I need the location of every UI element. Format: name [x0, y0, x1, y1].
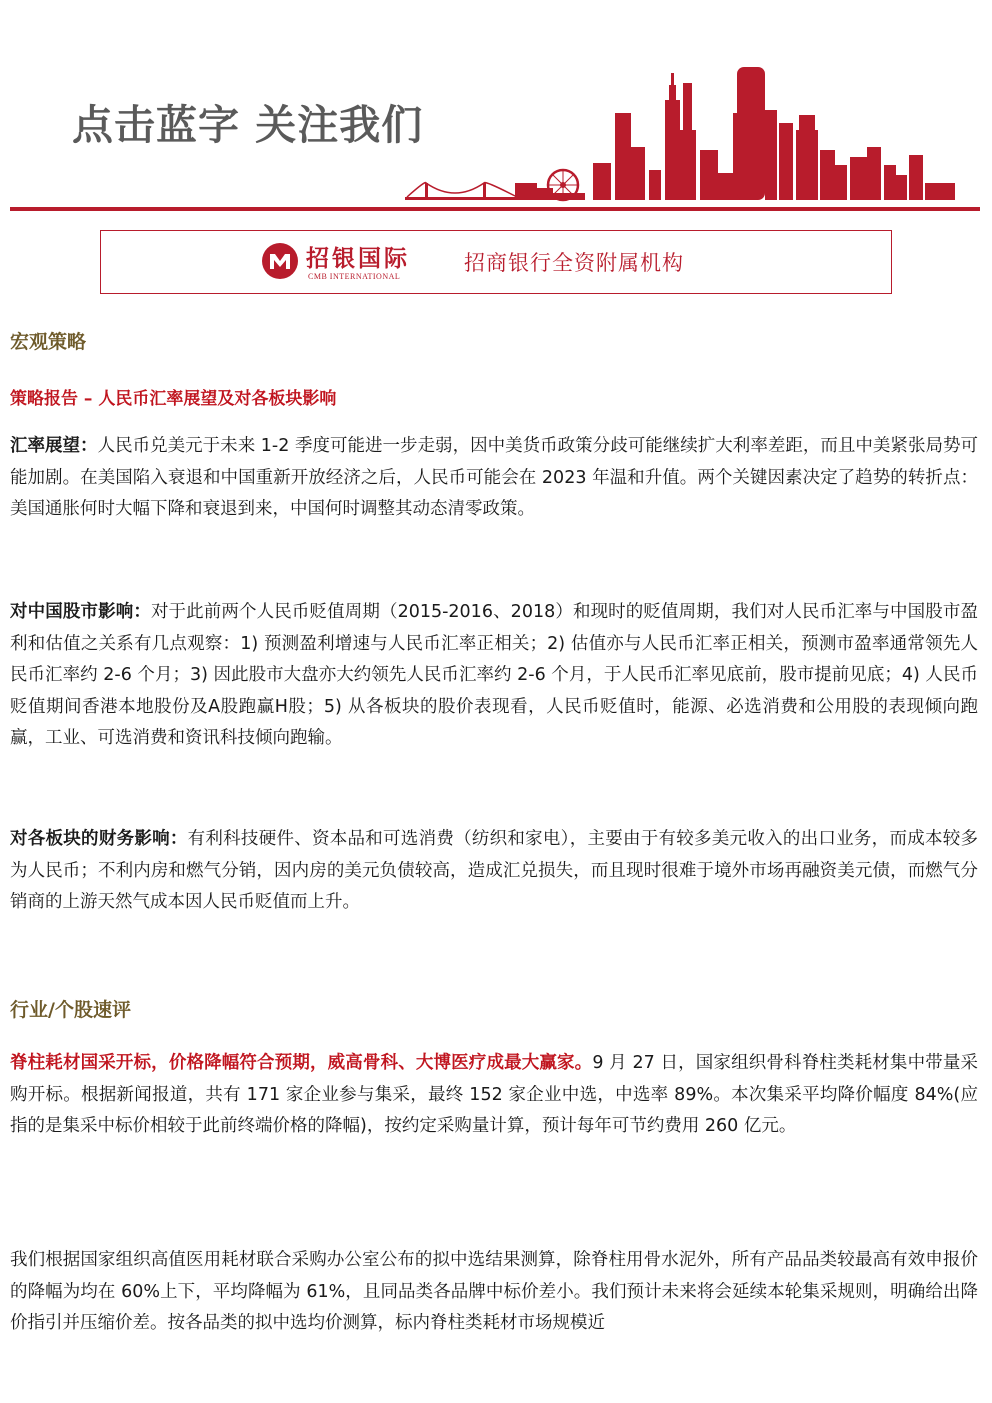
paragraph-lead: 对中国股市影响： — [10, 602, 151, 622]
paragraph-lead: 汇率展望： — [10, 436, 98, 456]
follow-us-title[interactable]: 点击蓝字 关注我们 — [72, 101, 424, 149]
paragraph-text: 对于此前两个人民币贬值周期（2015-2016、2018）和现时的贬值周期，我们对人民币汇率与中国股市盈利和估值之关系有几点观察：1) 预测盈利增速与人民币汇率正相关；2) 估值亦与人民币汇率正相关，预测市盈率通常领先人民币汇率约 2-6 个月；3) 因此股市大盘亦大约领先人民币汇率约 2-6 个月，于人民币汇率见底前，股市提前见底；4) 人民币贬值期间香港本地股份及A股跑赢H股；5) 从各板块的股价表现看，人民币贬值时，能源、必选消费和公用股的表现倾向跑赢，工业、可选消费和资讯科技倾向跑输。 — [10, 602, 979, 748]
banner-tagline: 招商银行全资附属机构 — [464, 251, 684, 275]
paragraph-text: 9 月 27 日，国家组织骨科脊柱类耗材集中带量采购开标。根据新闻报道，共有 171 家企业参与集采，最终 152 家企业中选，中选率 89%。本次集采平均降价幅度 84%(应指的是集采中标价相较于此前终端价格的降幅)，按约定采购量计算，预计每年可节约费用 260 亿元。 — [10, 1053, 979, 1136]
paragraph-china-equity-impact — [10, 597, 978, 755]
logo-english-name: CMB INTERNATIONAL — [308, 272, 401, 281]
paragraph-text: 有利科技硬件、资本品和可选消费（纺织和家电），主要由于有较多美元收入的出口业务，而成本较多为人民币；不利内房和燃气分销，因内房的美元负债较高，造成汇兑损失，而且现时很难于境外市场再融资美元债，而燃气分销商的上游天然气成本因人民币贬值而上升。 — [10, 829, 978, 912]
city-skyline-illustration — [395, 55, 980, 210]
paragraph-sector-financial-impact — [10, 824, 978, 919]
paragraph-lead: 对各板块的财务影响： — [10, 829, 188, 849]
cmbi-banner[interactable] — [100, 230, 892, 294]
report-title: 策略报告 – 人民币汇率展望及对各板块影响 — [10, 389, 337, 409]
cmb-logo-icon — [261, 242, 299, 280]
paragraph-lead: 脊柱耗材国采开标，价格降幅符合预期，威高骨科、大博医疗成最大赢家。 — [10, 1053, 593, 1073]
section-title-macro: 宏观策略 — [10, 331, 87, 353]
logo-chinese-name: 招银国际 — [306, 246, 410, 272]
section-title-industry: 行业/个股速评 — [10, 999, 131, 1021]
paragraph-spine-procurement — [10, 1048, 978, 1143]
header-divider — [10, 207, 980, 211]
paragraph-text: 我们根据国家组织高值医用耗材联合采购办公室公布的拟中选结果测算，除脊柱用骨水泥外，所有产品品类较最高有效申报价的降幅为均在 60%上下，平均降幅为 61%，且同品类各品牌中标价差小。我们预计未来将会延续本轮集采规则，明确给出降价指引并压缩价差。按各品类的拟中选均价测算，标内脊柱类耗材市场规模近 — [10, 1250, 978, 1333]
paragraph-procurement-estimate — [10, 1245, 978, 1340]
page-header — [0, 0, 992, 215]
paragraph-text: 人民币兑美元于未来 1-2 季度可能进一步走弱，因中美货币政策分歧可能继续扩大利率差距，而且中美紧张局势可能加剧。在美国陷入衰退和中国重新开放经济之后，人民币可能会在 2023 年温和升值。两个关键因素决定了趋势的转折点：美国通胀何时大幅下降和衰退到来，中国何时调整其动态清零政策。 — [10, 436, 978, 519]
paragraph-fx-outlook — [10, 431, 978, 526]
